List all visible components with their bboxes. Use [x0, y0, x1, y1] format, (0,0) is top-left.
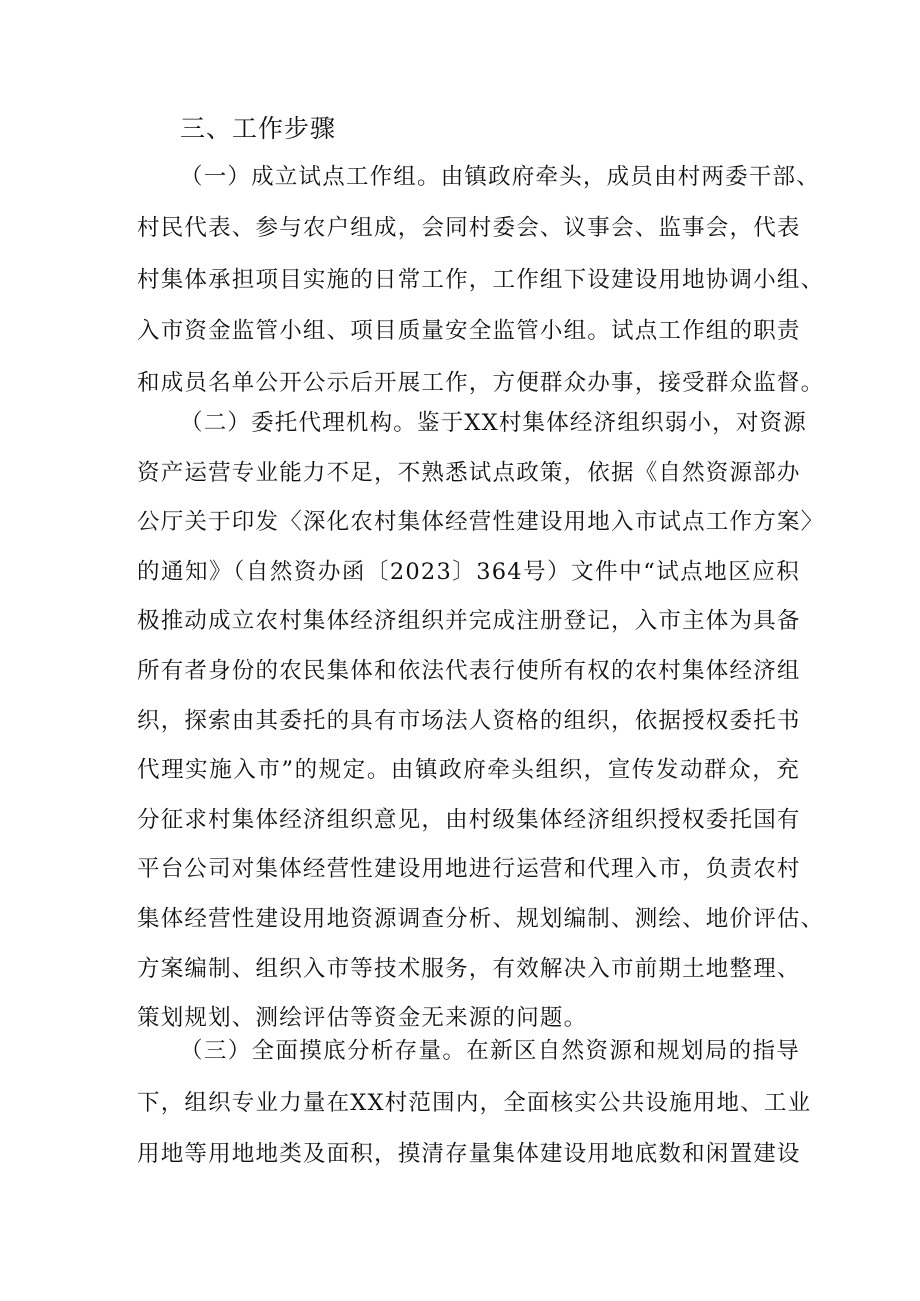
text-line: 集体经营性建设用地资源调查分析、规划编制、测绘、地价评估、 — [137, 906, 825, 932]
text-line: 村集体承担项目实施的日常工作，工作组下设建设用地协调小组、 — [137, 266, 825, 293]
text-line: 分征求村集体经济组织意见，由村级集体经济组织授权委托国有 — [137, 806, 801, 833]
text-line: 的通知》（自然资办函〔2023〕364号）文件中“试点地区应积 — [137, 558, 800, 585]
text-line: 资产运营专业能力不足，不熟悉试点政策，依据《自然资源部办 — [137, 459, 801, 486]
text-line: 村民代表、参与农户组成，会同村委会、议事会、监事会，代表 — [137, 215, 801, 242]
text-line: （二）委托代理机构。鉴于XX村集体经济组织弱小，对资源 — [180, 410, 807, 436]
text-line: （三）全面摸底分析存量。在新区自然资源和规划局的指导 — [180, 1038, 800, 1064]
text-line: 入市资金监管小组、项目质量安全监管小组。试点工作组的职责 — [137, 318, 801, 345]
text-line: 和成员名单公开公示后开展工作，方便群众办事，接受群众监督。 — [137, 369, 825, 396]
text-line: 平台公司对集体经营性建设用地进行运营和代理入市，负责农村 — [137, 856, 801, 883]
text-line: （一）成立试点工作组。由镇政府牵头，成员由村两委干部、 — [180, 164, 820, 190]
text-line: 策划规划、测绘评估等资金无来源的问题。 — [137, 1005, 588, 1032]
text-line: 用地等用地地类及面积，摸清存量集体建设用地底数和闲置建设 — [137, 1141, 801, 1167]
text-line: 织，探索由其委托的具有市场法人资格的组织，依据授权委托书 — [137, 707, 801, 734]
text-line: 公厅关于印发〈深化农村集体经营性建设用地入市试点工作方案〉 — [137, 509, 825, 536]
text-line: 方案编制、组织入市等技术服务，有效解决入市前期土地整理、 — [137, 955, 801, 982]
section-heading: 三、工作步骤 — [180, 114, 337, 143]
text-line: 极推动成立农村集体经济组织并完成注册登记，入市主体为具备 — [137, 608, 801, 635]
text-line: 下，组织专业力量在XX村范围内，全面核实公共设施用地、工业 — [137, 1089, 812, 1116]
text-line: 所有者身份的农民集体和依法代表行使所有权的农村集体经济组 — [137, 658, 801, 684]
text-line: 代理实施入市”的规定。由镇政府牵头组织，宣传发动群众，充 — [137, 757, 800, 784]
